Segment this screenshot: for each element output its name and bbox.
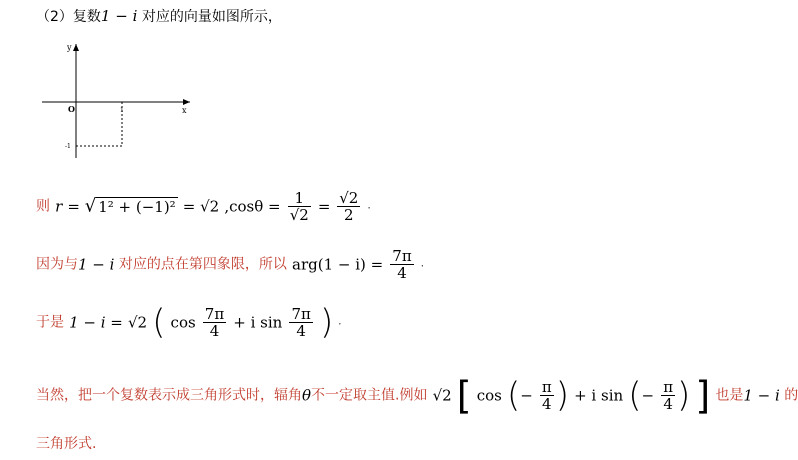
cos-frac-1-num: 1 [294, 189, 305, 207]
vector-graph [36, 40, 196, 160]
right-paren-icon: ) [319, 302, 334, 343]
note-coef: √2 [432, 386, 452, 405]
note-theta: θ [302, 386, 312, 405]
modulus-radicand: 1² + (−1)² [98, 197, 176, 216]
note-frac-2 [661, 379, 675, 412]
note-cos: cos [476, 386, 502, 405]
intro-line [36, 6, 282, 26]
x-axis-label: x [182, 106, 187, 115]
intro-expr: 1 − i [100, 7, 138, 25]
left-bracket-icon: [ [456, 373, 472, 418]
trig-form-frac-2-den: 4 [289, 322, 312, 339]
modulus-eq2: = [182, 197, 201, 216]
argument-end: . [420, 258, 424, 270]
argument-text: 因为与 [36, 256, 78, 273]
cos-frac-1-den: √2 [289, 206, 309, 224]
cos-frac-2-num: √2 [339, 189, 359, 207]
cos-theta-label: ,cosθ = [224, 197, 281, 216]
note-line [36, 370, 798, 420]
trig-form-end: . [338, 316, 342, 328]
cos-frac-2 [337, 190, 360, 223]
note-frac-2-den: 4 [661, 395, 675, 412]
note-frac-1-num: π [541, 378, 552, 396]
y-axis-arrow [73, 44, 79, 51]
argument-arg: arg(1 − i) = [292, 255, 384, 274]
trig-form-frac-1-num: 7π [204, 305, 225, 323]
argument-frac-num: 7π [392, 247, 412, 265]
modulus-sqrt2: √2 [200, 197, 220, 216]
note-text: 当然，把一个复数表示成三角形式时，辐角 [36, 387, 302, 404]
trig-form-line [36, 300, 341, 344]
note-left-paren-2-icon: ( [628, 375, 642, 416]
trig-form-frac-1-den: 4 [203, 322, 226, 339]
argument-line [36, 244, 424, 284]
modulus-end: . [367, 200, 371, 212]
y-axis-label: y [67, 43, 72, 52]
left-paren-icon: ( [152, 302, 166, 343]
note-minus-2: − [641, 386, 655, 405]
modulus-r: r [55, 197, 63, 216]
note-text3: 也是 [715, 387, 744, 404]
cos-frac-1 [288, 190, 311, 223]
note-frac-1-den: 4 [540, 395, 554, 412]
intro-prefix: （2）复数 [36, 9, 101, 25]
cos-eq3: = [317, 197, 336, 216]
modulus-prefix: 则 [36, 198, 50, 215]
trig-form-frac-2 [289, 306, 312, 339]
note-text4: 的 [779, 387, 798, 404]
trig-form-coef: √2 [127, 313, 148, 332]
note-expr: 1 − i [743, 386, 780, 405]
trig-form-plus: + i sin [233, 313, 283, 332]
note-plus: + i sin [574, 386, 624, 405]
argument-expr: 1 − i [78, 255, 115, 274]
note-minus-1: − [520, 386, 533, 405]
note-left-paren-1-icon: ( [506, 375, 521, 416]
argument-frac [390, 248, 413, 281]
argument-text2: 对应的点在第四象限，所以 [114, 256, 287, 273]
trig-form-text: 于是 [36, 314, 64, 331]
note-frac-2-num: π [663, 378, 674, 396]
cos-frac-2-den: 2 [337, 206, 360, 223]
note-right-paren-2-icon: ) [677, 375, 691, 416]
trig-form-frac-2-num: 7π [291, 305, 311, 323]
origin-label: O [68, 104, 75, 114]
modulus-eq: = [67, 197, 85, 216]
argument-frac-den: 4 [390, 264, 413, 281]
x-tick-label: 1 [120, 107, 124, 114]
note-text2: 不一定取主值.例如 [311, 387, 428, 404]
x-axis-arrow [183, 99, 190, 105]
trig-form-cos: cos [170, 313, 196, 332]
right-bracket-icon: ] [695, 373, 711, 418]
modulus-line [36, 186, 371, 226]
note-frac-1 [540, 379, 554, 412]
intro-suffix: 对应的向量如图所示， [137, 9, 282, 25]
note-right-paren-1-icon: ) [555, 375, 569, 416]
trig-form-frac-1 [203, 306, 226, 339]
note-line-2: 三角形式. [36, 436, 97, 452]
sqrt-symbol-icon: √ [84, 195, 97, 217]
y-tick-label: -1 [65, 143, 71, 150]
trig-form-lhs: 1 − i = [69, 313, 123, 332]
